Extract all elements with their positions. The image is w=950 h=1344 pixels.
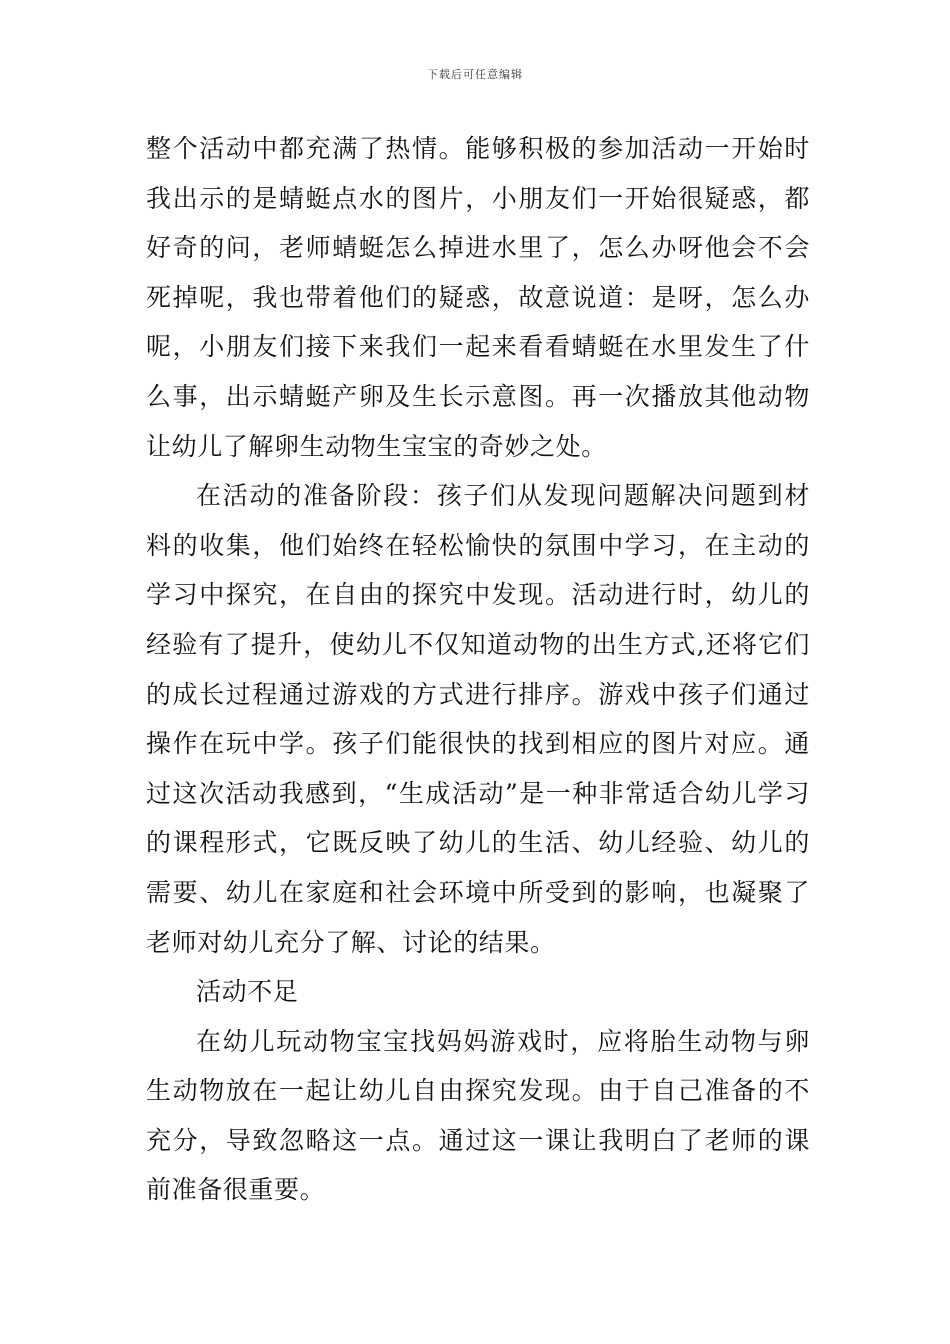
header-note: 下载后可任意编辑: [427, 68, 523, 81]
section-heading-activity-shortcomings: 活动不足: [196, 977, 299, 1007]
paragraph-3: 在幼儿玩动物宝宝找妈妈游戏时，应将胎生动物与卵生动物放在一起让幼儿自由探究发现。由于自己准备的不充分，导致忽略这一点。通过这一课让我明白了老师的课前准备很重要。: [146, 1026, 810, 1205]
paragraph-1: 整个活动中都充满了热情。能够积极的参加活动一开始时我出示的是蜻蜓点水的图片，小朋友们一开始很疑惑，都好奇的问，老师蜻蜓怎么掉进水里了，怎么办呀他会不会死掉呢，我也带着他们的疑惑，故意说道：是呀，怎么办呢，小朋友们接下来我们一起来看看蜻蜓在水里发生了什么事，出示蜻蜓产卵及生长示意图。再一次播放其他动物让幼儿了解卵生动物生宝宝的奇妙之处。: [146, 134, 810, 461]
paragraph-2: 在活动的准备阶段：孩子们从发现问题解决问题到材料的收集，他们始终在轻松愉快的氛围中学习，在主动的学习中探究，在自由的探究中发现。活动进行时，幼儿的经验有了提升，使幼儿不仅知道动物的出生方式,还将它们的成长过程通过游戏的方式进行排序。游戏中孩子们通过操作在玩中学。孩子们能很快的找到相应的图片对应。通过这次活动我感到，“生成活动”是一种非常适合幼儿学习的课程形式，它既反映了幼儿的生活、幼儿经验、幼儿的需要、幼儿在家庭和社会环境中所受到的影响，也凝聚了老师对幼儿充分了解、讨论的结果。: [146, 481, 810, 957]
document-body: [146, 124, 810, 1215]
